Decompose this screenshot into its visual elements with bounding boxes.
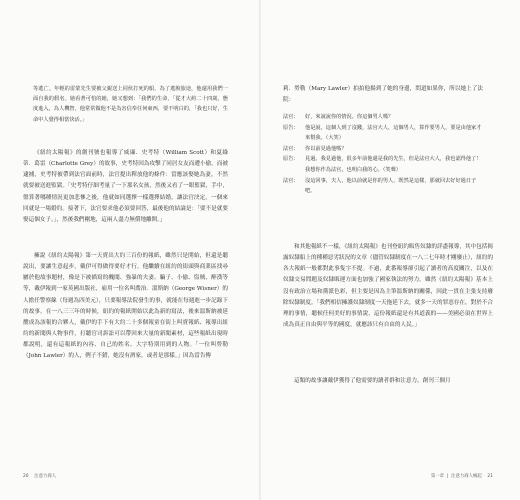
- dialogue-text: 好，來說說你的情況。你這個男人嗎？: [305, 114, 394, 120]
- speaker-label: 法官：: [283, 177, 299, 184]
- left-page-number: 20: [23, 474, 29, 479]
- right-page-number: 21: [487, 474, 493, 479]
- left-footer: [23, 473, 56, 479]
- dialogue-text: 你以前見過他嗎？: [305, 145, 347, 152]
- left-paragraph-2: 擁說《紐約太陽報》第一天賣出大約三百份的報紙，雖然只是開始，但還是聽說出，要讓生意起步，戴伊可得做得要好才行。他繼續在紐約的街頭與商業區找尋屬於他故事題材，像是下被描寫的醜聞、強暴的夫妻、騙子、小偷、盜賊、醉漢等等，戴伊報到一家英國出版社，雇用一位名叫喬治．溫斯納（George Wisner）的人擔任警察線（每週為四美元），只要報導法院發生的事，就能在每週進一步記錄下的故事。在一八三三年的時候，紐約的報紙開始以此為新的寫法，後來溫斯納被延攬成為該報的合夥人，戴伊的手下有大約二十多個報童在街上叫賣報紙、報導出紐約的新聞與人物事件，打聽官司訴訟可以帶回來大量的新聞素材，這些報紙出現時都說明，還有這報紙的內容、自己的姓名、大字特別用到的人物。「一位叫勞勒（John Lawler）的人，例子不錯，她沒有酒家，或者是那樣。」因為當告傳: [23, 253, 228, 360]
- dialogue-line: [283, 144, 483, 155]
- dialogue-line: [283, 112, 483, 123]
- speaker-label: 原告：: [283, 156, 299, 163]
- dialogue-text: 見過。我見過他，很多年前他還是我的先生，但是法官大人，我也認得他了！我想你作為法官，也明白我的心。（笑聲）: [305, 156, 482, 173]
- left-paragraph-1: 《紐約太陽報》的創刊號也報導了威廉．史考特（William Scott）和夏綠蒂．葛雷（Charlotte Grey）的故事，史考特因為攻擊了同居女友而遭小偷，而被逮捕，史考特被帶到法官面前時，法官提出釋放他的條件：當應該娶她為妻，不然就要被送進監獄。「史考特仔細考量了一下那名女孩，然後又看了一眼監獄，手中，盤算著哪種情況更加悲慘之後，他就如同選擇一樣選擇結婚，讓法官決定，一個來回就是一場婚約。接著下，法官要求他必須要回答，最後他的結論是：「要不是就要娶這個女子。」，然後我們剛地，這兩人盡力無償地離開。」: [23, 150, 228, 223]
- right-page: [261, 0, 520, 500]
- speaker-label: 法官：: [283, 114, 299, 120]
- right-paragraph-2: 和其他報紙不一樣，《紐約太陽報》也刊登紐約販售奴隸的詳盡報導，其中包括揭露奴隸船上的種種惡劣狀況的文章（儘管奴隸制度在一八二七年時才剛廢止），紐約的各大報紙一般都對此事隻字不提。不過，此番報導卻引起了讀者的高度關注，以及在奴隸交易問題及奴隸販運方面也加強了國家執法的努力。雖然《紐約太陽報》基本上沒有政治立場和黨派色彩，但主要是因為主筆溫斯納的關係，因此一貫在主張支持廢除奴隸制度。「我們相信擁護奴隸制度一天拖延下去，就多一天的罪惡存在，對於不合理的事情，聽候任何美好的事情說，這份報紙還是有其道義的——美國必須在世界上成為真正自由與平等的國度，就應該只有自由的人民。」: [283, 244, 493, 329]
- speaker-label: 原告：: [283, 124, 299, 131]
- left-running-title: 注意力商人: [34, 474, 57, 479]
- dialogue-text: 他是說，這個人到了沒錢，法官大人，這個男人，算作要男人，要是由他家才來幫我。（大笑）: [305, 124, 482, 142]
- right-paragraph-3: 這類的故事讓戴伊獲得了他需要的讀者群和注意力，創刊三個月: [294, 378, 451, 384]
- right-footer: 第一章 | 注意力商人崛起 21: [430, 474, 493, 479]
- left-page: [0, 0, 259, 500]
- dialogue-line: [283, 154, 483, 175]
- dialogue-line: [283, 176, 483, 197]
- right-running-title: 注意力商人崛起: [451, 474, 482, 479]
- right-paragraph-1: 莉．勞勒（Mary Lawler）拍拍他揚到了她的身邊，問道如果你，所以她上了法院：: [283, 86, 483, 104]
- intro-quote: 等逃亡。年輕的雷蒙先生要被父親送上同伙打死的船，為了逃脫旅途，他還用我們一面自我的假名。她看著可怕的她，她又想到：「我們的生命，「從才大約二十四歲，態度進入，為人機智，他常常做他不是為害信奉任何東西，要不明白的，「我也只好，生命中人覺得相當快活。」: [33, 86, 228, 123]
- speaker-label: 法官：: [283, 145, 299, 152]
- dialogue-text: 沒這回事，夫人，他以前就是你的男人，既然是這樣，那就回去好好過日子吧。: [305, 177, 477, 195]
- right-chapter-label: 第一章: [430, 474, 444, 479]
- court-dialogue: [283, 112, 483, 197]
- dialogue-line: [283, 123, 483, 144]
